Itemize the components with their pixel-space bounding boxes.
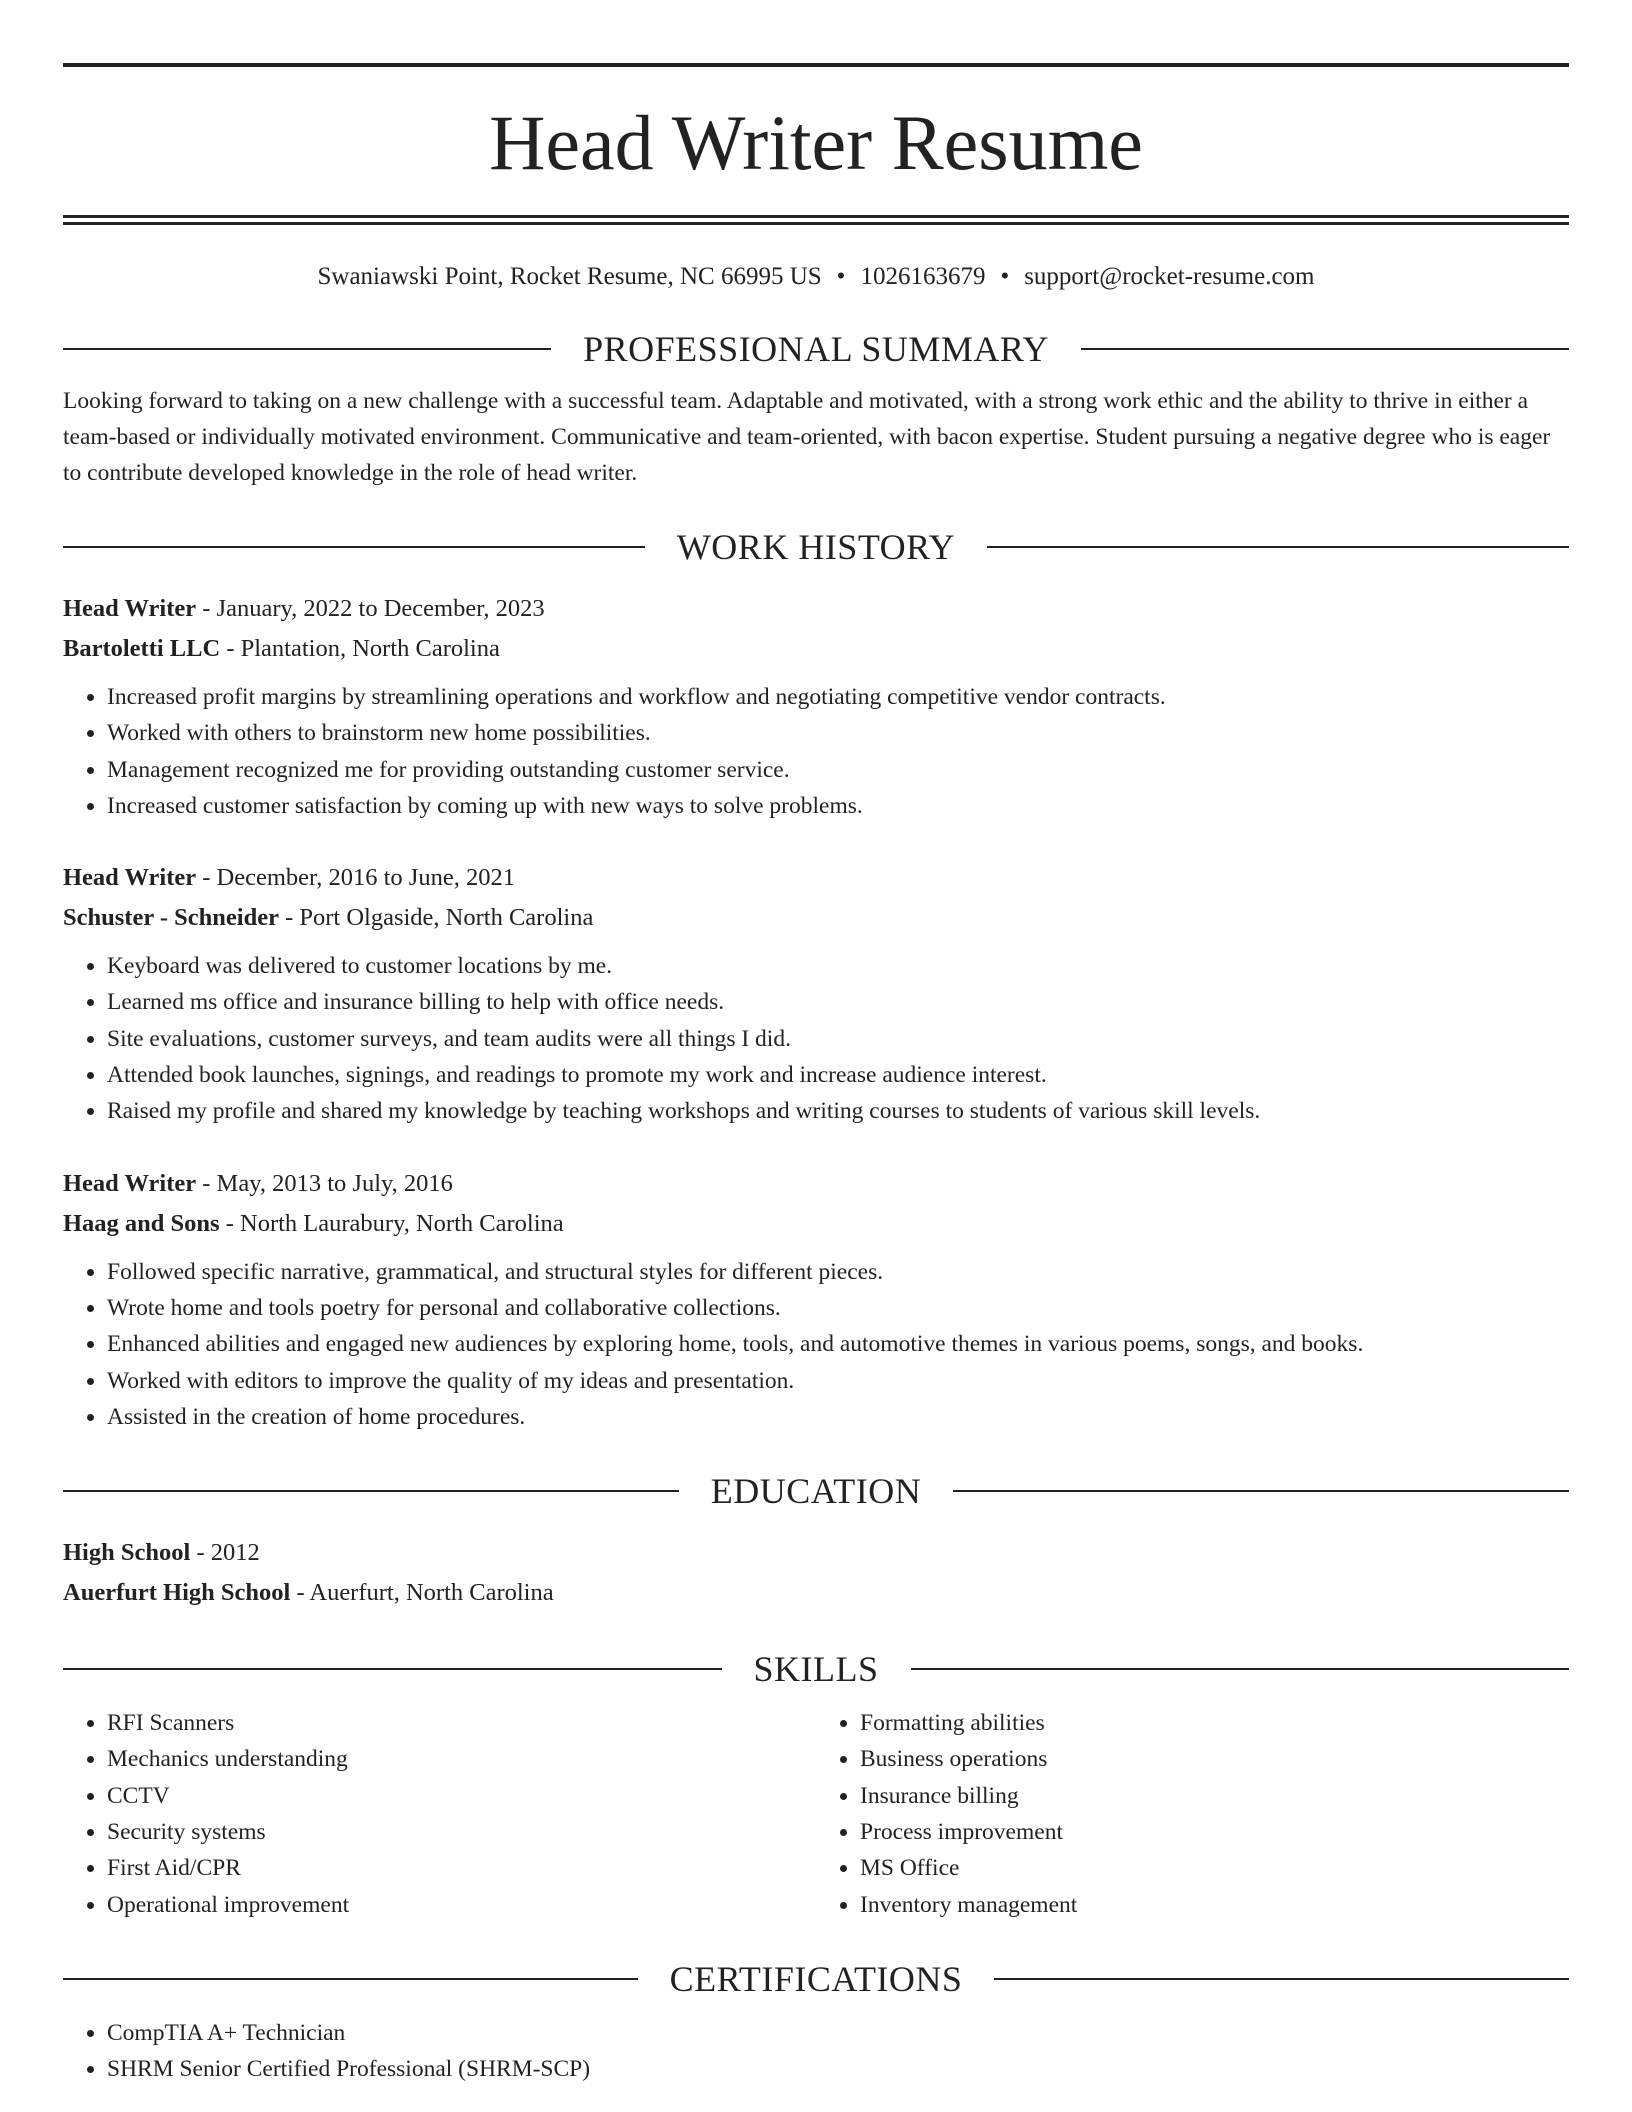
section-rule bbox=[63, 348, 551, 350]
job-dates: - May, 2013 to July, 2016 bbox=[196, 1169, 453, 1197]
job-dates: - January, 2022 to December, 2023 bbox=[196, 595, 545, 622]
section-rule bbox=[987, 546, 1569, 548]
certifications-list bbox=[63, 2015, 1569, 2088]
job-company: Schuster - Schneider bbox=[63, 904, 279, 932]
list-item: • Worked with others to brainstorm new home possibilities. bbox=[107, 715, 1569, 751]
top-rule bbox=[63, 63, 1569, 67]
list-item: • Wrote home and tools poetry for personal and collaborative collections. bbox=[107, 1290, 1569, 1326]
section-rule bbox=[63, 1490, 679, 1492]
skills-left-list bbox=[63, 1705, 816, 1923]
education-entry bbox=[63, 1533, 1569, 1613]
job-title: Head Writer bbox=[63, 1169, 197, 1197]
job-entry bbox=[63, 589, 1569, 824]
list-item: • Formatting abilities bbox=[860, 1705, 1569, 1741]
job-title-line bbox=[63, 589, 1569, 629]
list-item: • CCTV bbox=[107, 1778, 816, 1814]
contact-address: Swaniawski Point, Rocket Resume, NC 66995 US bbox=[317, 263, 822, 290]
list-item: • Site evaluations, customer surveys, and team audits were all things I did. bbox=[107, 1021, 1569, 1057]
section-rule bbox=[953, 1490, 1569, 1492]
section-rule bbox=[63, 546, 645, 548]
list-item: • Keyboard was delivered to customer locations by me. bbox=[107, 948, 1569, 984]
section-rule bbox=[994, 1978, 1569, 1980]
skills-columns bbox=[63, 1705, 1569, 1923]
list-item: • Increased profit margins by streamlining operations and workflow and negotiating competitive vendor contracts. bbox=[107, 679, 1569, 715]
job-entry bbox=[63, 858, 1569, 1129]
list-item: • Business operations bbox=[860, 1741, 1569, 1777]
section-title: WORK HISTORY bbox=[676, 527, 956, 567]
section-header-certifications bbox=[63, 1957, 1569, 2001]
contact-email: support@rocket-resume.com bbox=[1024, 263, 1315, 290]
section-rule bbox=[1081, 348, 1569, 350]
contact-line bbox=[63, 261, 1569, 293]
job-dates: - December, 2016 to June, 2021 bbox=[196, 864, 515, 892]
job-company: Bartoletti LLC bbox=[63, 635, 221, 662]
section-rule bbox=[63, 1978, 638, 1980]
job-company-line bbox=[63, 898, 1569, 938]
section-header-summary bbox=[63, 327, 1569, 371]
list-item: • Raised my profile and shared my knowledge by teaching workshops and writing courses to students of various skill levels. bbox=[107, 1093, 1569, 1129]
list-item: • Increased customer satisfaction by coming up with new ways to solve problems. bbox=[107, 788, 1569, 824]
list-item: • Mechanics understanding bbox=[107, 1741, 816, 1777]
section-title: CERTIFICATIONS bbox=[669, 1958, 963, 1999]
job-company-line bbox=[63, 629, 1569, 669]
contact-separator: • bbox=[1000, 263, 1010, 290]
list-item: • Insurance billing bbox=[860, 1778, 1569, 1814]
certifications-block bbox=[63, 2015, 1569, 2088]
job-title-line bbox=[63, 858, 1569, 898]
section-header-education bbox=[63, 1469, 1569, 1513]
job-entry bbox=[63, 1164, 1569, 1435]
resume-title: Head Writer Resume bbox=[489, 99, 1143, 186]
section-header-skills bbox=[63, 1647, 1569, 1691]
job-location: - Plantation, North Carolina bbox=[220, 635, 500, 662]
list-item: • Worked with editors to improve the quality of my ideas and presentation. bbox=[107, 1363, 1569, 1399]
section-title: PROFESSIONAL SUMMARY bbox=[583, 329, 1049, 369]
contact-separator: • bbox=[836, 263, 846, 290]
list-item: • Attended book launches, signings, and readings to promote my work and increase audience interest. bbox=[107, 1057, 1569, 1093]
education-degree-line bbox=[63, 1533, 1569, 1573]
summary-text: Looking forward to taking on a new challenge with a successful team. Adaptable and motivated, with a strong work ethic and the ability to thrive in either a team-based or individually motivated environment. Communicative and team-oriented, with bacon expertise. Student pursuing a negative degree who is eager to contribute developed knowledge in the role of head writer. bbox=[63, 388, 1551, 486]
contact-phone: 1026163679 bbox=[860, 263, 986, 290]
list-item: • Inventory management bbox=[860, 1887, 1569, 1923]
section-title: SKILLS bbox=[753, 1649, 879, 1690]
list-item: • First Aid/CPR bbox=[107, 1850, 816, 1886]
list-item: • MS Office bbox=[860, 1850, 1569, 1886]
list-item: • Followed specific narrative, grammatical, and structural styles for different pieces. bbox=[107, 1254, 1569, 1290]
education-school-line bbox=[63, 1573, 1569, 1613]
list-item: • CompTIA A+ Technician bbox=[107, 2015, 1569, 2051]
education-degree: High School bbox=[63, 1539, 191, 1567]
list-item: • Security systems bbox=[107, 1814, 816, 1850]
list-item: • Operational improvement bbox=[107, 1887, 816, 1923]
job-title: Head Writer bbox=[63, 595, 197, 622]
education-location: - Auerfurt, North Carolina bbox=[290, 1579, 554, 1607]
job-bullets bbox=[63, 679, 1569, 824]
list-item: • SHRM Senior Certified Professional (SHRM-SCP) bbox=[107, 2051, 1569, 2087]
section-rule bbox=[63, 1668, 722, 1670]
title-double-rule bbox=[63, 215, 1569, 225]
job-bullets bbox=[63, 948, 1569, 1129]
list-item: • Assisted in the creation of home procedures. bbox=[107, 1399, 1569, 1435]
list-item: • Process improvement bbox=[860, 1814, 1569, 1850]
list-item: • Enhanced abilities and engaged new audiences by exploring home, tools, and automotive themes in various poems, songs, and books. bbox=[107, 1326, 1569, 1362]
skills-right-list bbox=[816, 1705, 1569, 1923]
job-bullets bbox=[63, 1254, 1569, 1435]
job-location: - North Laurabury, North Carolina bbox=[219, 1209, 564, 1237]
list-item: • RFI Scanners bbox=[107, 1705, 816, 1741]
job-company: Haag and Sons bbox=[63, 1209, 220, 1237]
section-title: EDUCATION bbox=[710, 1471, 922, 1512]
list-item: • Learned ms office and insurance billing to help with office needs. bbox=[107, 984, 1569, 1020]
job-title-line bbox=[63, 1164, 1569, 1204]
job-title: Head Writer bbox=[63, 864, 197, 892]
section-header-work-history bbox=[63, 525, 1569, 569]
job-company-line bbox=[63, 1204, 1569, 1244]
list-item: • Management recognized me for providing outstanding customer service. bbox=[107, 752, 1569, 788]
section-rule bbox=[911, 1668, 1570, 1670]
education-school: Auerfurt High School bbox=[63, 1579, 291, 1607]
job-location: - Port Olgaside, North Carolina bbox=[278, 904, 594, 932]
education-year: - 2012 bbox=[190, 1539, 260, 1567]
